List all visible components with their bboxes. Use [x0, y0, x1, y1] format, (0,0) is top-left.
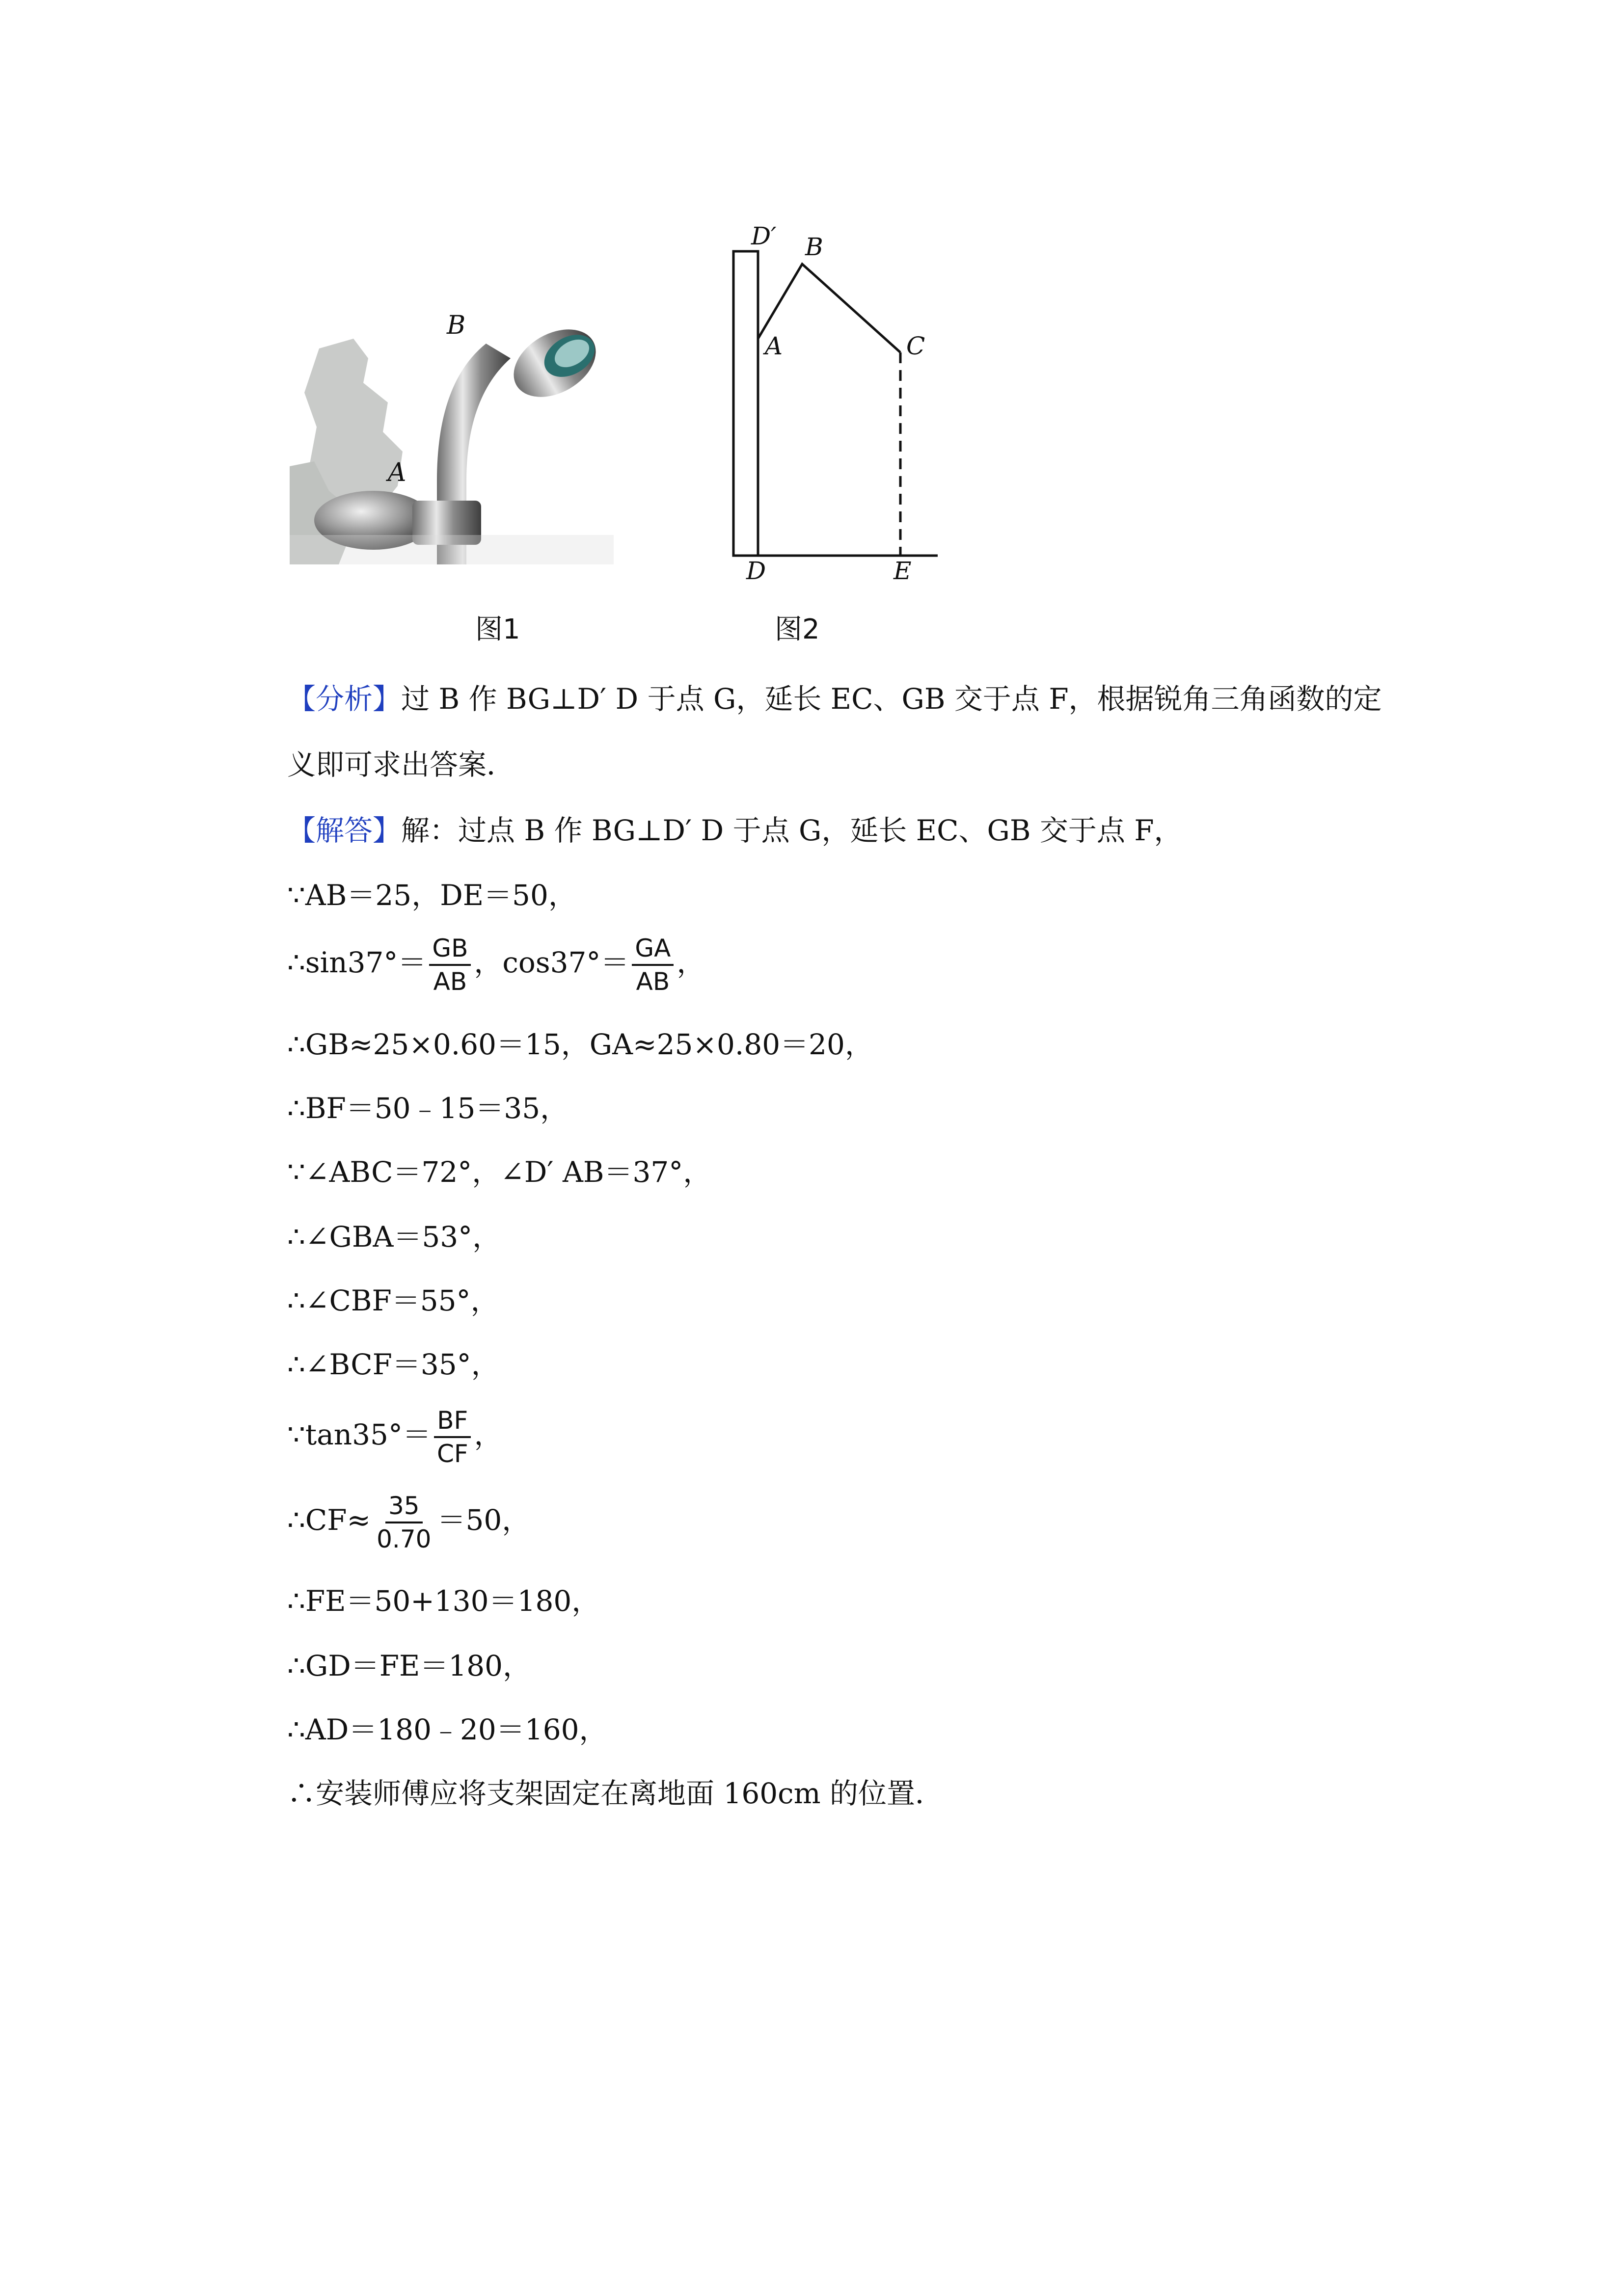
- analysis-text-1: 过 B 作 BG⊥D′ D 于点 G，延长 EC、GB 交于点 F，根据锐角三角函数的定: [401, 682, 1382, 716]
- step-9-text: ∵tan35°＝: [287, 1418, 431, 1452]
- solution-intro: [287, 812, 1183, 849]
- figure-2-label-c: C: [906, 332, 925, 360]
- step-2-sep: ，cos37°＝: [474, 946, 629, 980]
- cf-fraction-num: 35: [385, 1490, 423, 1523]
- step-5: ∵∠ABC＝72°，∠D′ AB＝37°，: [287, 1155, 712, 1189]
- step-10-tail: ＝50，: [437, 1503, 531, 1537]
- step-1: ∵AB＝25，DE＝50，: [287, 879, 577, 912]
- tan-fraction: [434, 1405, 471, 1469]
- step-2-tail: ，: [677, 946, 705, 980]
- step-13: ∴AD＝180﹣20＝160，: [287, 1713, 608, 1746]
- figure-2-diagram: [722, 216, 952, 589]
- sin-fraction-num: GB: [429, 933, 471, 966]
- step-10-text: ∴CF≈: [287, 1503, 371, 1537]
- analysis-tag: 【分析】: [287, 682, 402, 716]
- figure-2-caption: 图2: [775, 614, 820, 645]
- step-9-tail: ，: [474, 1418, 503, 1452]
- solution-tag: 【解答】: [287, 814, 402, 847]
- tan-fraction-num: BF: [434, 1405, 471, 1438]
- step-2-text: ∴sin37°＝: [287, 946, 427, 980]
- sin-fraction-den: AB: [433, 967, 467, 996]
- step-8: ∴∠BCF＝35°，: [287, 1348, 500, 1381]
- cf-fraction: [374, 1490, 434, 1555]
- step-12: ∴GD＝FE＝180，: [287, 1649, 532, 1682]
- cos-fraction-den: AB: [636, 967, 670, 996]
- step-14: ∴安装师傅应将支架固定在离地面 160cm 的位置．: [287, 1777, 944, 1810]
- figure-1-caption: 图1: [475, 614, 520, 645]
- figure-2-label-d: D: [746, 557, 766, 585]
- figure-1-label-b: B: [447, 311, 466, 340]
- step-6: ∴∠GBA＝53°，: [287, 1220, 501, 1254]
- sin-fraction: [429, 933, 471, 997]
- step-4: ∴BF＝50﹣15＝35，: [287, 1092, 569, 1125]
- step-7: ∴∠CBF＝55°，: [287, 1284, 499, 1317]
- cf-fraction-den: 0.70: [377, 1525, 432, 1553]
- figure-2-label-b: B: [805, 233, 823, 261]
- step-11: ∴FE＝50+130＝180，: [287, 1584, 600, 1618]
- figure-2-label-e: E: [893, 557, 912, 585]
- figure-2-label-a: A: [765, 332, 783, 360]
- step-2: [287, 933, 705, 997]
- cos-fraction: [632, 933, 674, 997]
- figure-2-label-d-prime: D′: [751, 222, 777, 250]
- solution-intro-text: 解：过点 B 作 BG⊥D′ D 于点 G，延长 EC、GB 交于点 F，: [401, 814, 1183, 847]
- cos-fraction-num: GA: [632, 933, 674, 966]
- step-3: ∴GB≈25×0.60＝15，GA≈25×0.80＝20，: [287, 1028, 873, 1061]
- analysis-line-2: 义即可求出答案．: [287, 748, 515, 781]
- step-9: [287, 1405, 503, 1469]
- step-10: [287, 1490, 530, 1555]
- figure-1-shower-photo: [290, 304, 614, 564]
- tan-fraction-den: CF: [436, 1440, 468, 1468]
- analysis-line-1: [287, 680, 1382, 718]
- figure-1-label-a: A: [388, 458, 406, 487]
